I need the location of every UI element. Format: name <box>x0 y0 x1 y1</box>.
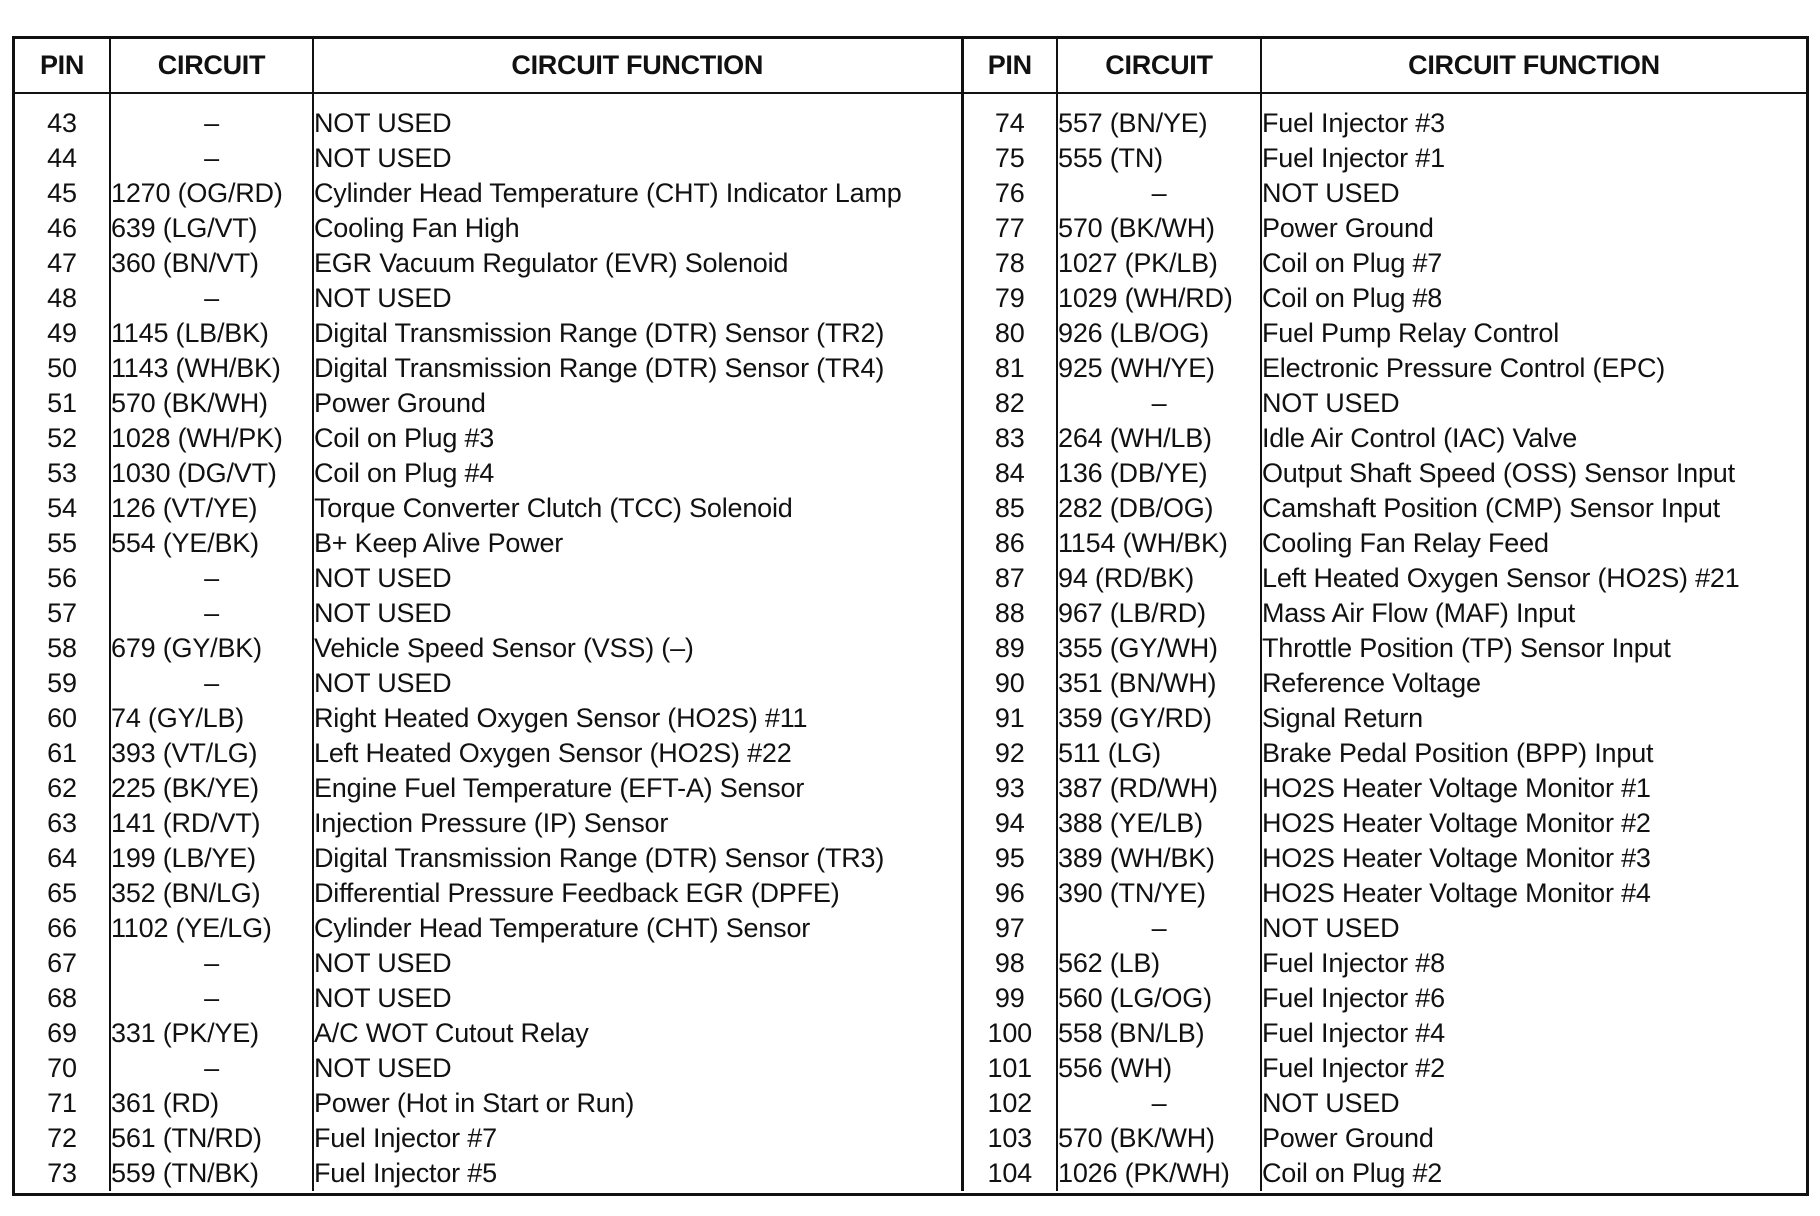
circuit-cell: 967 (LB/RD) <box>1057 596 1261 631</box>
pin-cell: 92 <box>962 736 1057 771</box>
function-cell: Power Ground <box>1262 1123 1434 1153</box>
table-row <box>15 281 1806 316</box>
pin-cell: 98 <box>962 946 1057 981</box>
function-cell: Throttle Position (TP) Sensor Input <box>1262 633 1671 663</box>
circuit-cell: 562 (LB) <box>1057 946 1261 981</box>
function-cell: Cooling Fan Relay Feed <box>1262 528 1549 558</box>
circuit-cell: – <box>1057 176 1261 211</box>
function-cell: NOT USED <box>313 666 962 701</box>
circuit-cell: 136 (DB/YE) <box>1057 456 1261 491</box>
pin-cell: 84 <box>962 456 1057 491</box>
table-row <box>15 806 1806 841</box>
pin-cell: 74 <box>962 93 1057 141</box>
table-row <box>15 1051 1806 1086</box>
function-cell: Power (Hot in Start or Run) <box>313 1086 962 1121</box>
function-cell: NOT USED <box>313 281 962 316</box>
circuit-cell: 555 (TN) <box>1057 141 1261 176</box>
pin-cell: 77 <box>962 211 1057 246</box>
function-cell: B+ Keep Alive Power <box>313 526 962 561</box>
circuit-cell: 361 (RD) <box>110 1086 313 1121</box>
pin-cell: 97 <box>962 911 1057 946</box>
pin-cell: 54 <box>15 491 110 526</box>
pin-cell: 66 <box>15 911 110 946</box>
function-cell: NOT USED <box>1262 388 1400 418</box>
circuit-cell: 74 (GY/LB) <box>110 701 313 736</box>
function-cell: NOT USED <box>313 141 962 176</box>
circuit-cell: 126 (VT/YE) <box>110 491 313 526</box>
header-function-left: CIRCUIT FUNCTION <box>313 39 962 93</box>
function-cell: Coil on Plug #4 <box>313 456 962 491</box>
circuit-cell: 561 (TN/RD) <box>110 1121 313 1156</box>
function-cell: Coil on Plug #3 <box>313 421 962 456</box>
circuit-cell: – <box>110 946 313 981</box>
table-row <box>15 701 1806 736</box>
function-cell: Fuel Injector #6 <box>1262 983 1445 1013</box>
pin-cell: 89 <box>962 631 1057 666</box>
circuit-cell: 1030 (DG/VT) <box>110 456 313 491</box>
pin-cell: 100 <box>962 1016 1057 1051</box>
pin-cell: 101 <box>962 1051 1057 1086</box>
pin-cell: 68 <box>15 981 110 1016</box>
function-cell: NOT USED <box>313 93 962 141</box>
function-cell: EGR Vacuum Regulator (EVR) Solenoid <box>313 246 962 281</box>
circuit-cell: – <box>110 141 313 176</box>
function-cell: NOT USED <box>313 561 962 596</box>
function-cell: Digital Transmission Range (DTR) Sensor (TR2) <box>313 316 962 351</box>
pin-cell: 49 <box>15 316 110 351</box>
circuit-cell: 1028 (WH/PK) <box>110 421 313 456</box>
header-pin-right: PIN <box>962 39 1057 93</box>
pin-cell: 90 <box>962 666 1057 701</box>
function-cell: Fuel Injector #1 <box>1262 143 1445 173</box>
pin-cell: 64 <box>15 841 110 876</box>
function-cell: Fuel Pump Relay Control <box>1262 318 1560 348</box>
pin-cell: 57 <box>15 596 110 631</box>
circuit-cell: 393 (VT/LG) <box>110 736 313 771</box>
function-cell: A/C WOT Cutout Relay <box>313 1016 962 1051</box>
circuit-cell: 390 (TN/YE) <box>1057 876 1261 911</box>
function-cell: Electronic Pressure Control (EPC) <box>1262 353 1666 383</box>
table-row <box>15 1016 1806 1051</box>
pin-cell: 79 <box>962 281 1057 316</box>
function-cell: NOT USED <box>1262 178 1400 208</box>
circuit-cell: 1143 (WH/BK) <box>110 351 313 386</box>
circuit-cell: 1027 (PK/LB) <box>1057 246 1261 281</box>
function-cell: Cooling Fan High <box>313 211 962 246</box>
function-cell: NOT USED <box>313 946 962 981</box>
circuit-cell: – <box>110 561 313 596</box>
function-cell: Left Heated Oxygen Sensor (HO2S) #21 <box>1262 563 1740 593</box>
function-cell: Fuel Injector #4 <box>1262 1018 1445 1048</box>
table-row <box>15 1156 1806 1191</box>
pin-cell: 73 <box>15 1156 110 1191</box>
table-row <box>15 93 1806 141</box>
table-body <box>15 93 1806 1191</box>
function-cell: NOT USED <box>313 596 962 631</box>
pin-cell: 104 <box>962 1156 1057 1191</box>
circuit-cell: 389 (WH/BK) <box>1057 841 1261 876</box>
pin-cell: 80 <box>962 316 1057 351</box>
pin-cell: 56 <box>15 561 110 596</box>
pin-cell: 85 <box>962 491 1057 526</box>
header-function-right: CIRCUIT FUNCTION <box>1261 39 1806 93</box>
table-row <box>15 1086 1806 1121</box>
pin-cell: 76 <box>962 176 1057 211</box>
circuit-cell: 199 (LB/YE) <box>110 841 313 876</box>
function-cell: Coil on Plug #8 <box>1262 283 1443 313</box>
table-row <box>15 421 1806 456</box>
circuit-cell: – <box>110 981 313 1016</box>
function-cell: Fuel Injector #5 <box>313 1156 962 1191</box>
function-cell: NOT USED <box>1262 913 1400 943</box>
function-cell: NOT USED <box>313 1051 962 1086</box>
pin-cell: 82 <box>962 386 1057 421</box>
header-circuit-right: CIRCUIT <box>1057 39 1261 93</box>
table-row <box>15 771 1806 806</box>
circuit-cell: 556 (WH) <box>1057 1051 1261 1086</box>
table-row <box>15 351 1806 386</box>
pin-cell: 71 <box>15 1086 110 1121</box>
pin-cell: 102 <box>962 1086 1057 1121</box>
pin-cell: 50 <box>15 351 110 386</box>
circuit-cell: 360 (BN/VT) <box>110 246 313 281</box>
pin-cell: 70 <box>15 1051 110 1086</box>
circuit-cell: 355 (GY/WH) <box>1057 631 1261 666</box>
pin-cell: 65 <box>15 876 110 911</box>
circuit-cell: – <box>110 666 313 701</box>
circuit-cell: – <box>110 596 313 631</box>
circuit-cell: 554 (YE/BK) <box>110 526 313 561</box>
pin-cell: 67 <box>15 946 110 981</box>
pin-cell: 72 <box>15 1121 110 1156</box>
circuit-cell: 1145 (LB/BK) <box>110 316 313 351</box>
function-cell: NOT USED <box>313 981 962 1016</box>
circuit-cell: 511 (LG) <box>1057 736 1261 771</box>
table-row <box>15 736 1806 771</box>
pin-cell: 52 <box>15 421 110 456</box>
circuit-cell: – <box>1057 911 1261 946</box>
circuit-cell: 387 (RD/WH) <box>1057 771 1261 806</box>
pin-cell: 86 <box>962 526 1057 561</box>
pin-cell: 99 <box>962 981 1057 1016</box>
pin-cell: 78 <box>962 246 1057 281</box>
circuit-cell: – <box>1057 1086 1261 1121</box>
header-circuit-left: CIRCUIT <box>110 39 313 93</box>
function-cell: Coil on Plug #7 <box>1262 248 1443 278</box>
table-row <box>15 981 1806 1016</box>
pin-cell: 94 <box>962 806 1057 841</box>
function-cell: Mass Air Flow (MAF) Input <box>1262 598 1576 628</box>
pin-cell: 58 <box>15 631 110 666</box>
circuit-cell: 570 (BK/WH) <box>1057 211 1261 246</box>
pin-cell: 46 <box>15 211 110 246</box>
circuit-cell: 1270 (OG/RD) <box>110 176 313 211</box>
pin-cell: 87 <box>962 561 1057 596</box>
circuit-cell: 282 (DB/OG) <box>1057 491 1261 526</box>
function-cell: Digital Transmission Range (DTR) Sensor (TR4) <box>313 351 962 386</box>
function-cell: Engine Fuel Temperature (EFT-A) Sensor <box>313 771 962 806</box>
circuit-cell: 225 (BK/YE) <box>110 771 313 806</box>
pin-cell: 103 <box>962 1121 1057 1156</box>
pin-cell: 45 <box>15 176 110 211</box>
function-cell: Left Heated Oxygen Sensor (HO2S) #22 <box>313 736 962 771</box>
function-cell: Fuel Injector #7 <box>313 1121 962 1156</box>
circuit-cell: 560 (LG/OG) <box>1057 981 1261 1016</box>
circuit-cell: 1102 (YE/LG) <box>110 911 313 946</box>
header-row <box>15 39 1806 93</box>
circuit-cell: 331 (PK/YE) <box>110 1016 313 1051</box>
function-cell: HO2S Heater Voltage Monitor #4 <box>1262 878 1651 908</box>
function-cell: Cylinder Head Temperature (CHT) Sensor <box>313 911 962 946</box>
circuit-cell: – <box>110 93 313 141</box>
function-cell: Fuel Injector #2 <box>1262 1053 1445 1083</box>
pin-cell: 55 <box>15 526 110 561</box>
circuit-cell: – <box>110 281 313 316</box>
pin-cell: 62 <box>15 771 110 806</box>
function-cell: Differential Pressure Feedback EGR (DPFE) <box>313 876 962 911</box>
function-cell: Fuel Injector #3 <box>1262 108 1445 138</box>
circuit-cell: 570 (BK/WH) <box>110 386 313 421</box>
table-row <box>15 526 1806 561</box>
function-cell: Torque Converter Clutch (TCC) Solenoid <box>313 491 962 526</box>
table-row <box>15 386 1806 421</box>
circuit-cell: 557 (BN/YE) <box>1057 93 1261 141</box>
circuit-cell: 925 (WH/YE) <box>1057 351 1261 386</box>
function-cell: Power Ground <box>1262 213 1434 243</box>
function-cell: Digital Transmission Range (DTR) Sensor (TR3) <box>313 841 962 876</box>
circuit-cell: 926 (LB/OG) <box>1057 316 1261 351</box>
table-row <box>15 1121 1806 1156</box>
function-cell: HO2S Heater Voltage Monitor #1 <box>1262 773 1651 803</box>
circuit-cell: 559 (TN/BK) <box>110 1156 313 1191</box>
circuit-cell: 639 (LG/VT) <box>110 211 313 246</box>
table-row <box>15 211 1806 246</box>
table-row <box>15 631 1806 666</box>
circuit-cell: 558 (BN/LB) <box>1057 1016 1261 1051</box>
circuit-cell: 141 (RD/VT) <box>110 806 313 841</box>
function-cell: Fuel Injector #8 <box>1262 948 1445 978</box>
function-cell: HO2S Heater Voltage Monitor #3 <box>1262 843 1651 873</box>
circuit-cell: 359 (GY/RD) <box>1057 701 1261 736</box>
circuit-cell: 352 (BN/LG) <box>110 876 313 911</box>
table-row <box>15 246 1806 281</box>
table-row <box>15 456 1806 491</box>
table-row <box>15 176 1806 211</box>
function-cell: Output Shaft Speed (OSS) Sensor Input <box>1262 458 1735 488</box>
circuit-cell: 388 (YE/LB) <box>1057 806 1261 841</box>
pin-cell: 96 <box>962 876 1057 911</box>
function-cell: Power Ground <box>313 386 962 421</box>
pin-cell: 61 <box>15 736 110 771</box>
function-cell: Cylinder Head Temperature (CHT) Indicator Lamp <box>313 176 962 211</box>
pin-cell: 60 <box>15 701 110 736</box>
pin-cell: 88 <box>962 596 1057 631</box>
circuit-cell: – <box>1057 386 1261 421</box>
function-cell: Reference Voltage <box>1262 668 1481 698</box>
circuit-cell: 570 (BK/WH) <box>1057 1121 1261 1156</box>
table-row <box>15 491 1806 526</box>
pin-circuit-table <box>15 39 1806 1191</box>
pin-cell: 51 <box>15 386 110 421</box>
pin-cell: 69 <box>15 1016 110 1051</box>
circuit-cell: 264 (WH/LB) <box>1057 421 1261 456</box>
pin-cell: 63 <box>15 806 110 841</box>
function-cell: HO2S Heater Voltage Monitor #2 <box>1262 808 1651 838</box>
table-row <box>15 911 1806 946</box>
function-cell: Idle Air Control (IAC) Valve <box>1262 423 1578 453</box>
header-pin-left: PIN <box>15 39 110 93</box>
table-row <box>15 946 1806 981</box>
pin-cell: 91 <box>962 701 1057 736</box>
circuit-cell: 351 (BN/WH) <box>1057 666 1261 701</box>
function-cell: Signal Return <box>1262 703 1423 733</box>
pin-cell: 75 <box>962 141 1057 176</box>
table-row <box>15 561 1806 596</box>
function-cell: Camshaft Position (CMP) Sensor Input <box>1262 493 1720 523</box>
pin-cell: 95 <box>962 841 1057 876</box>
function-cell: Brake Pedal Position (BPP) Input <box>1262 738 1654 768</box>
circuit-cell: 679 (GY/BK) <box>110 631 313 666</box>
pin-cell: 53 <box>15 456 110 491</box>
table-row <box>15 666 1806 701</box>
circuit-cell: 1026 (PK/WH) <box>1057 1156 1261 1191</box>
pin-table <box>12 36 1809 1196</box>
pin-cell: 81 <box>962 351 1057 386</box>
pin-cell: 48 <box>15 281 110 316</box>
table-row <box>15 596 1806 631</box>
circuit-cell: 1154 (WH/BK) <box>1057 526 1261 561</box>
circuit-cell: 94 (RD/BK) <box>1057 561 1261 596</box>
pin-cell: 44 <box>15 141 110 176</box>
function-cell: Vehicle Speed Sensor (VSS) (–) <box>313 631 962 666</box>
pin-cell: 43 <box>15 93 110 141</box>
function-cell: NOT USED <box>1262 1088 1400 1118</box>
function-cell: Right Heated Oxygen Sensor (HO2S) #11 <box>313 701 962 736</box>
pin-cell: 47 <box>15 246 110 281</box>
circuit-cell: – <box>110 1051 313 1086</box>
table-row <box>15 841 1806 876</box>
table-row <box>15 316 1806 351</box>
table-row <box>15 141 1806 176</box>
function-cell: Coil on Plug #2 <box>1262 1158 1443 1188</box>
pin-cell: 83 <box>962 421 1057 456</box>
pin-cell: 93 <box>962 771 1057 806</box>
table-row <box>15 876 1806 911</box>
circuit-cell: 1029 (WH/RD) <box>1057 281 1261 316</box>
pin-cell: 59 <box>15 666 110 701</box>
function-cell: Injection Pressure (IP) Sensor <box>313 806 962 841</box>
